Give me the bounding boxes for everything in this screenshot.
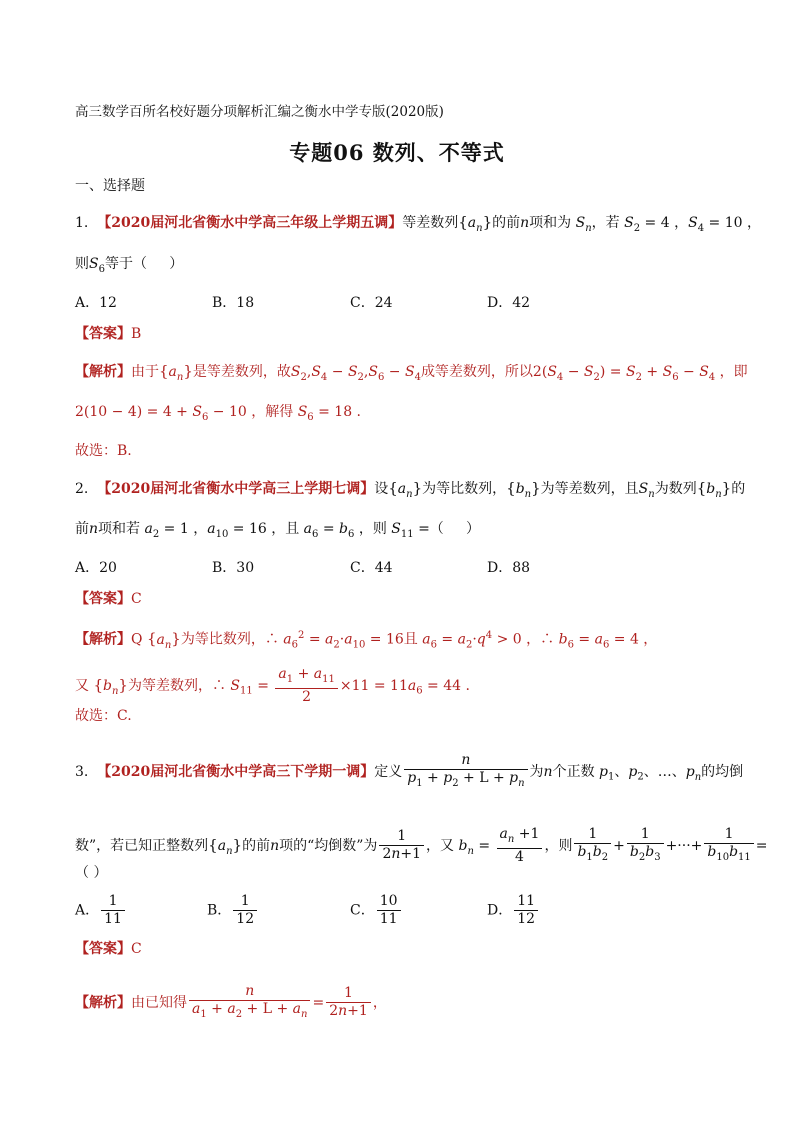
q1-answer-line [75, 324, 141, 344]
q2-stem-line1: 2. 【2020届河北省衡水中学高三上学期七调】设$\{a_n\}$为等比数列，$\{b_n\}$为等差数列，且$S_n$为数列$\{b_n\}$的 [75, 479, 746, 500]
q2-number: 2. [75, 481, 89, 497]
page-title: 专题06 数列、不等式 [289, 140, 505, 165]
q2-option-c: C．44 [350, 560, 393, 576]
q1-number: 1. [75, 215, 89, 231]
q1-final-line [75, 441, 132, 461]
q1-stem-text: 等差数列$\{a_n\}$的前n项和为 $S_n$，若 $S_2 = 4$ ，$S_4 = 10$ ， [402, 213, 761, 234]
q1-option-a: A．12 [75, 295, 117, 311]
document-header: 高三数学百所名校好题分项解析汇编之衡水中学专版(2020版) [75, 104, 444, 120]
explain-label: 【解析】 [75, 994, 131, 1011]
explain-label: 【解析】 [75, 364, 131, 380]
q1-stem-line1 [75, 212, 761, 239]
q3-stem-line3: （ ） [75, 865, 108, 881]
q1-option-c: C．24 [350, 295, 393, 311]
q3-option-c: C． $\frac{10}{11}$ [350, 893, 403, 928]
choose-label: 故选： [75, 443, 117, 459]
answer-label: 【答案】 [75, 941, 131, 957]
q1-explain-line1: 【解析】由于$\{a_n\}$是等差数列，故$S_2,S_4 - S_2,S_6 - S_4$成等差数列，所以$2(S_4 - S_2) = S_2 + S_6 - S_4$ ，即 [75, 362, 748, 383]
q2-answer-line [75, 589, 142, 609]
q2-explain-line1: 【解析】Q $\{a_n\}$为等比数列，∴ $a_6^2 = a_2\cdot a_{10} = 16$且 $a_6 = a_2\cdot q^4 > 0$ ，∴ $b_6 = a_6 = 4$ ， [75, 629, 658, 651]
q3-source: 【2020届河北省衡水中学高三下学期一调】 [97, 763, 375, 780]
q2-option-d: D．88 [487, 560, 531, 576]
q2-stem-line2: 前n项和若 $a_2 = 1$ ，$a_{10} = 16$ ，且 $a_6 = b_6$ ，则 $S_{11}$ =（ ） [75, 521, 481, 540]
q2-final: C. [117, 708, 132, 724]
q1-final: B. [117, 443, 132, 459]
section-heading: 一、选择题 [75, 178, 145, 194]
q1-source: 【2020届河北省衡水中学高三年级上学期五调】 [97, 215, 403, 231]
q3-option-d: D． $\frac{11}{12}$ [487, 893, 540, 928]
q3-option-b: B． $\frac{1}{12}$ [207, 893, 259, 928]
q3-answer: C [131, 941, 142, 957]
q3-number: 3. [75, 763, 89, 780]
q2-option-a: A．20 [75, 560, 117, 576]
q1-answer: B [131, 326, 142, 342]
q1-explain-line2: $2(10 - 4) = 4 + S_6 - 10$ ，解得 $S_6 = 18$ . [75, 404, 362, 423]
q2-answer: C [131, 591, 142, 607]
q3-stem-line1: 3. 【2020届河北省衡水中学高三下学期一调】定义 $\frac{n}{p_1 + p_2 + L + p_n}$ 为n个正数 $p_1$、$p_2$、…、$p_n$的均倒 [75, 752, 744, 789]
q1-option-b: B．18 [212, 295, 255, 311]
answer-label: 【答案】 [75, 591, 131, 607]
q2-final-line [75, 706, 132, 726]
q3-answer-line [75, 939, 142, 959]
q2-source: 【2020届河北省衡水中学高三上学期七调】 [97, 481, 375, 497]
q1-stem-line2: 则$S_6$等于（ ） [75, 256, 184, 275]
explain-label: 【解析】 [75, 631, 131, 648]
q3-option-a: A． $\frac{1}{11}$ [75, 893, 127, 928]
answer-label: 【答案】 [75, 326, 131, 342]
q2-explain-line2: 又 $\{b_n\}$为等差数列，∴ $S_{11}$ = $\frac{a_1 + a_{11}}{2}$ $\times 11 = 11a_6 = 44$ . [75, 666, 470, 705]
q1-option-d: D．42 [487, 295, 531, 311]
q3-stem-line2: 数”，若已知正整数列$\{a_n\}$的前n项的“均倒数”为 $\frac{1}{2n+1}$ ，又 $b_n$ = $\frac{a_n +1}{4}$ ，则 $\frac{1}{b_1b_2}$ + $\frac{1}{b_2b_3}$ +···+ $\frac{1}{b_{10}b_{11}}$ = [75, 826, 768, 865]
q2-option-b: B．30 [212, 560, 255, 576]
q3-explain-line1: 【解析】由已知得 $\frac{n}{a_1 + a_2 + L + a_n}$ = $\frac{1}{2n+1}$ ， [75, 983, 387, 1020]
choose-label: 故选： [75, 708, 117, 724]
